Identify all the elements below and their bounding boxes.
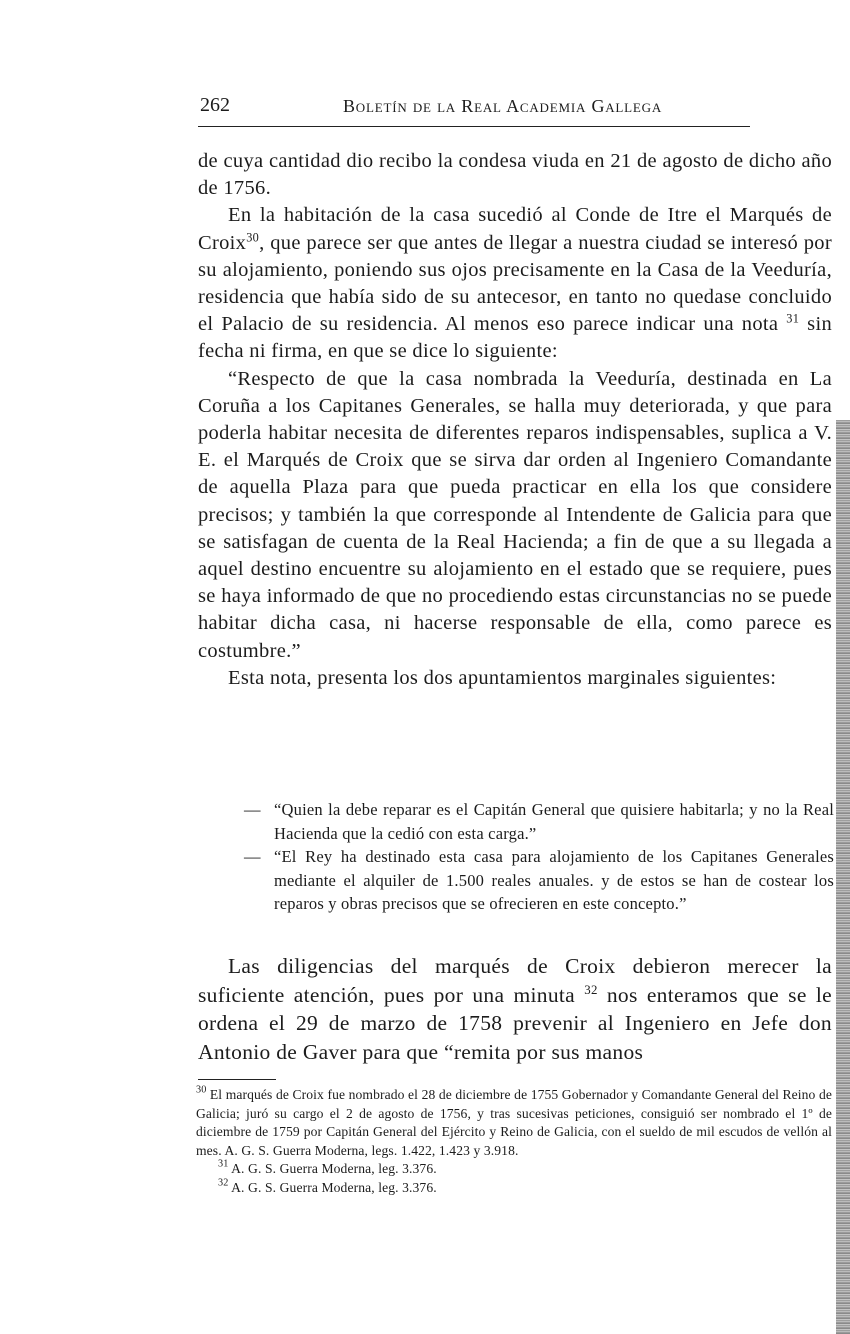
- dash-marker: —: [244, 847, 261, 867]
- paragraph-marginal-intro: Esta nota, presenta los dos apuntamientos marginales siguientes:: [228, 666, 777, 689]
- marginal-note: [244, 845, 834, 916]
- page-header: [198, 92, 750, 122]
- paragraph-text: nos enteramos que se le ordena el 29 de marzo de 1758 prevenir al Ingeniero en Jefe don Antonio de Gaver para que “remita por sus manos: [198, 982, 832, 1064]
- footnote-ref-32[interactable]: 32: [584, 982, 598, 997]
- footnote-31: [196, 1160, 832, 1179]
- continuation-text: [198, 952, 832, 1066]
- dash-marker: —: [244, 800, 261, 819]
- footnote-ref-30[interactable]: 30: [246, 229, 260, 244]
- footnote-text: El marqués de Croix fue nombrado el 28 de diciembre de 1755 Gobernador y Comandante General del Reino de Galicia; juró su cargo el 2 de agosto de 1756, y tras sucesivas peticiones, consiguió ser nombrado el 1º de diciembre de 1759 por Capitán General del Ejército y Reino de Galicia, con el sueldo de mil escudos de vellón al mes. A. G. S. Guerra Moderna, legs. 1.422, 1.423 y 3.918.: [196, 1087, 832, 1158]
- footnote-text: A. G. S. Guerra Moderna, leg. 3.376.: [231, 1179, 437, 1195]
- footnote-number: 32: [218, 1177, 229, 1189]
- scanned-binding-edge: [836, 420, 850, 1334]
- footnotes: [196, 1086, 832, 1198]
- footnote-32: [196, 1179, 832, 1198]
- paragraph-text: Las diligencias del marqués de Croix debieron merecer la suficiente atención, pues por una minuta: [198, 954, 832, 1007]
- page-number: 262: [200, 94, 230, 116]
- marginal-note: [244, 798, 834, 845]
- marginal-note-text: “Quien la debe reparar es el Capitán General que quisiere habitarla; y no la Real Hacienda que la cedió con esta carga.”: [274, 800, 834, 843]
- footnote-number: 31: [218, 1159, 229, 1171]
- paragraph-text: En la habitación de la casa sucedió al Conde de Itre el Marqués de Croix: [198, 204, 832, 254]
- header-rule: [198, 126, 750, 127]
- paragraph-receipt: de cuya cantidad dio recibo la condesa viuda en 21 de agosto de dicho año de 1756.: [198, 150, 832, 200]
- marginal-note-text: “El Rey ha destinado esta casa para alojamiento de los Capitanes Generales mediante el alquiler de 1.500 reales anuales. y de estos se han de costear los reparos y obras precisos que se ofrecieren en este concepto.”: [274, 847, 834, 914]
- paragraph-text: , que parece ser que antes de llegar a nuestra ciudad se interesó por su alojamiento, poniendo sus ojos precisamente en la Casa de la Veeduría, residencia que había sido de su antecesor, en tanto no quedase concluido el Palacio de su residencia. Al menos eso parece indicar una nota: [198, 231, 832, 336]
- footnote-rule: [198, 1079, 276, 1080]
- footnote-ref-31[interactable]: 31: [786, 311, 800, 326]
- paragraph-diligencias: [198, 952, 832, 1066]
- running-title: Boletín de la Real Academia Gallega: [343, 96, 663, 116]
- marginal-notes-list: [244, 798, 834, 916]
- main-text: [198, 148, 832, 692]
- paragraph-croix-lodging: [198, 202, 832, 365]
- footnote-30: [196, 1086, 832, 1160]
- footnote-number: 30: [196, 1084, 207, 1096]
- footnote-text: A. G. S. Guerra Moderna, leg. 3.376.: [231, 1161, 437, 1177]
- quoted-note: “Respecto de que la casa nombrada la Veeduría, destinada en La Coruña a los Capitanes Generales, se halla muy deteriorada, y que para poderla habitar necesita de diferentes reparos indispensables, suplica a V. E. el Marqués de Croix que se sirva dar orden al Ingeniero Comandante de aquella Plaza para que pueda practicar en ella los que considere precisos; y también la que corresponde al Intendente de Galicia para que se satisfagan de cuenta de la Real Hacienda; a fin de que a su llegada a aquel destino encuentre su alojamiento en el estado que se requiere, pues se haya informado de que no procediendo estas circunstancias no se puede habitar dicha casa, ni hacerse responsable de ella, como parece es costumbre.”: [198, 367, 832, 662]
- paragraph-text: sin fecha ni firma, en que se dice lo siguiente:: [198, 313, 832, 363]
